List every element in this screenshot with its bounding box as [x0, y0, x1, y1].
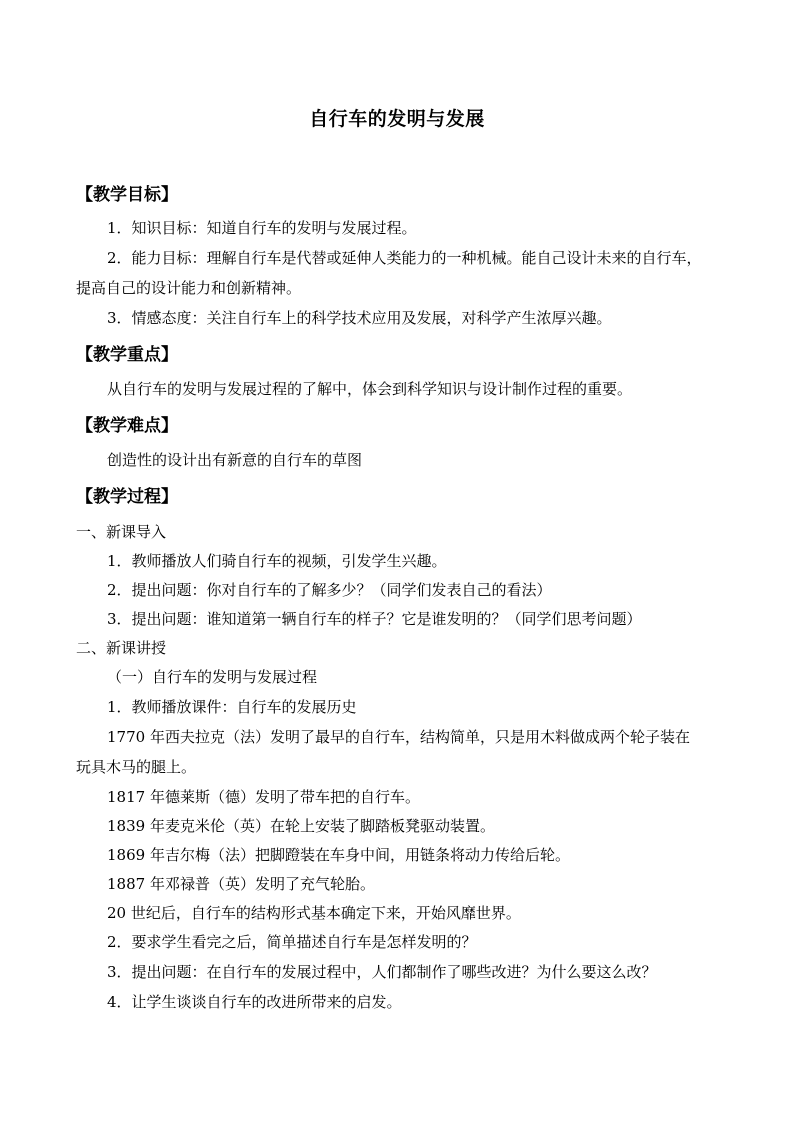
difficulty-line-1: 创造性的设计出有新意的自行车的草图 — [107, 451, 363, 469]
document-title: 自行车的发明与发展 — [309, 108, 485, 130]
history-line-1770-cont: 玩具木马的腿上。 — [76, 758, 197, 776]
process-line: 1．教师播放课件：自行车的发展历史 — [107, 698, 357, 716]
process-subheading-intro: 一、新课导入 — [76, 523, 167, 541]
process-line: 3．提出问题：谁知道第一辆自行车的样子？它是谁发明的？（同学们思考问题） — [107, 610, 642, 628]
section-heading-process: 【教学过程】 — [76, 487, 178, 507]
history-line-1887: 1887 年邓禄普（英）发明了充气轮胎。 — [107, 875, 375, 893]
history-line-1839: 1839 年麦克米伦（英）在轮上安装了脚踏板凳驱动装置。 — [107, 817, 495, 835]
key-point-line-1: 从自行车的发明与发展过程的了解中，体会到科学知识与设计制作过程的重要。 — [107, 380, 633, 398]
process-subheading-lecture: 二、新课讲授 — [76, 639, 167, 657]
process-subsection-title: （一）自行车的发明与发展过程 — [107, 668, 318, 686]
process-line: 1．教师播放人们骑自行车的视频，引发学生兴趣。 — [107, 552, 447, 570]
process-line: 3．提出问题：在自行车的发展过程中，人们都制作了哪些改进？为什么要这么改？ — [107, 963, 657, 981]
process-line: 2．要求学生看完之后，简单描述自行车是怎样发明的？ — [107, 933, 477, 951]
section-heading-objectives: 【教学目标】 — [76, 185, 178, 205]
objective-line-2-cont: 提高自己的设计能力和创新精神。 — [76, 279, 302, 297]
history-line-20th-century: 20 世纪后，自行车的结构形式基本确定下来，开始风靡世界。 — [107, 904, 521, 922]
section-heading-key-points: 【教学重点】 — [76, 345, 178, 365]
history-line-1770: 1770 年西夫拉克（法）发明了最早的自行车，结构简单，只是用木料做成两个轮子装在 — [107, 728, 690, 746]
section-heading-difficulties: 【教学难点】 — [76, 416, 178, 436]
objective-line-3: 3．情感态度：关注自行车上的科学技术应用及发展，对科学产生浓厚兴趣。 — [107, 309, 612, 327]
objective-line-1: 1．知识目标：知道自行车的发明与发展过程。 — [107, 219, 417, 237]
history-line-1869: 1869 年吉尔梅（法）把脚蹬装在车身中间，用链条将动力传给后轮。 — [107, 846, 570, 864]
process-line: 2．提出问题：你对自行车的了解多少？（同学们发表自己的看法） — [107, 581, 552, 599]
objective-line-2: 2．能力目标：理解自行车是代替或延伸人类能力的一种机械。能自己设计未来的自行车， — [107, 249, 702, 267]
history-line-1817: 1817 年德莱斯（德）发明了带车把的自行车。 — [107, 788, 420, 806]
process-line: 4．让学生谈谈自行车的改进所带来的启发。 — [107, 993, 402, 1011]
